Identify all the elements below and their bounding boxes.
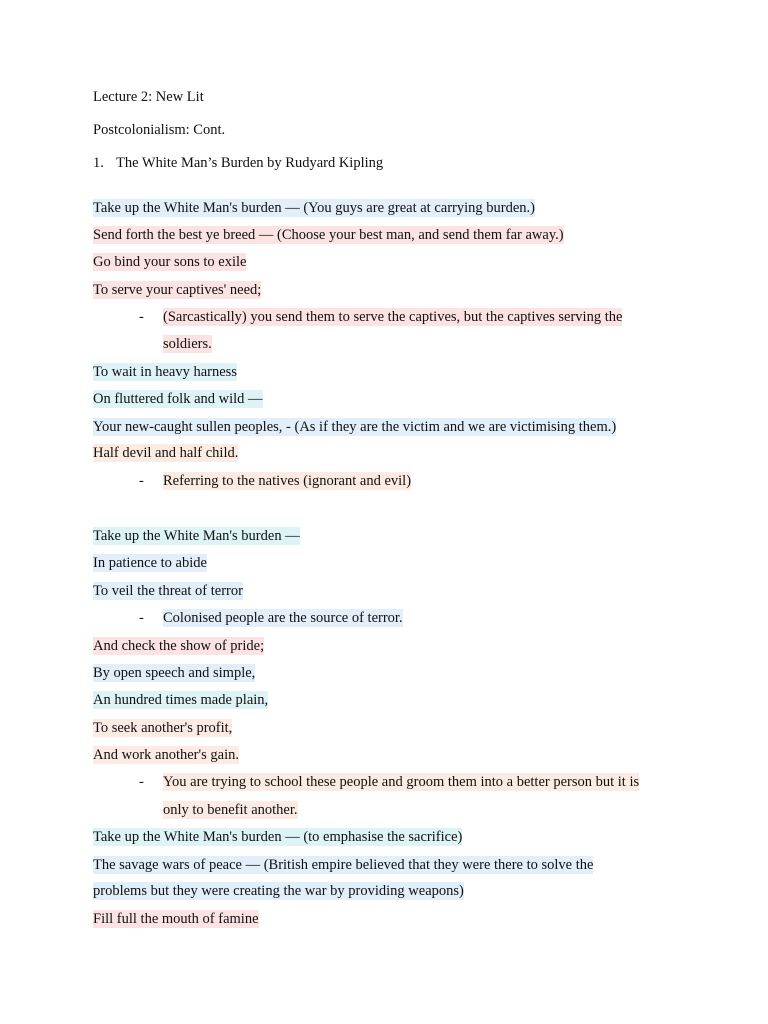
highlighted-text: And check the show of pride; (93, 638, 265, 654)
note-line (163, 472, 411, 490)
item-title: The White Man’s Burden by Rudyard Kipling (116, 155, 384, 171)
highlighted-text: Take up the White Man's burden — (93, 528, 300, 544)
highlighted-text: soldiers. (163, 336, 212, 352)
poem-line (93, 444, 238, 462)
highlighted-text: By open speech and simple, (93, 665, 256, 681)
highlighted-text: On fluttered folk and wild — (93, 391, 263, 407)
poem-line (93, 390, 263, 408)
poem-line (93, 637, 264, 655)
bullet-dash: - (139, 774, 144, 790)
bullet-dash: - (139, 309, 144, 325)
poem-line (93, 418, 616, 436)
highlighted-text: And work another's gain. (93, 747, 239, 763)
highlighted-text: Your new-caught sullen peoples, - (As if they are the victim and we are victimising them.) (93, 419, 617, 435)
note-line (163, 801, 298, 819)
lecture-heading: Lecture 2: New Lit (93, 89, 204, 105)
poem-line (93, 226, 564, 244)
highlighted-text: Half devil and half child. (93, 445, 239, 461)
poem-line (93, 253, 246, 271)
highlighted-text: Referring to the natives (ignorant and evil) (163, 473, 412, 489)
highlighted-text: To veil the threat of terror (93, 583, 243, 599)
poem-line (93, 719, 232, 737)
highlighted-text: The savage wars of peace — (British empire believed that they were there to solve the (93, 857, 594, 873)
note-line (163, 308, 622, 326)
poem-line (93, 746, 239, 764)
item-number: 1. (93, 155, 104, 171)
poem-line (93, 910, 259, 928)
highlighted-text: To seek another's profit, (93, 720, 233, 736)
poem-line (93, 664, 255, 682)
highlighted-text: Take up the White Man's burden — (You guys are great at carrying burden.) (93, 200, 535, 216)
highlighted-text: To serve your captives' need; (93, 282, 262, 298)
highlighted-text: (Sarcastically) you send them to serve the captives, but the captives serving the (163, 309, 623, 325)
highlighted-text: problems but they were creating the war by providing weapons) (93, 883, 464, 899)
highlighted-text: Colonised people are the source of terror. (163, 610, 403, 626)
highlighted-text: Take up the White Man's burden — (to emphasise the sacrifice) (93, 829, 463, 845)
highlighted-text: You are trying to school these people and groom them into a better person but it is (163, 774, 640, 790)
highlighted-text: Fill full the mouth of famine (93, 911, 259, 927)
poem-line (93, 582, 243, 600)
highlighted-text: To wait in heavy harness (93, 364, 237, 380)
poem-line (93, 828, 462, 846)
note-line (163, 609, 403, 627)
poem-line (93, 554, 207, 572)
highlighted-text: In patience to abide (93, 555, 207, 571)
note-line (163, 773, 639, 791)
poem-line (93, 199, 535, 217)
note-line (163, 335, 212, 353)
bullet-dash: - (139, 610, 144, 626)
poem-line (93, 856, 593, 874)
bullet-dash: - (139, 473, 144, 489)
poem-line (93, 363, 237, 381)
highlighted-text: Go bind your sons to exile (93, 254, 247, 270)
highlighted-text: An hundred times made plain, (93, 692, 269, 708)
poem-line (93, 691, 268, 709)
poem-line (93, 882, 464, 900)
highlighted-text: only to benefit another. (163, 802, 298, 818)
topic-heading: Postcolonialism: Cont. (93, 122, 226, 138)
poem-line (93, 527, 300, 545)
numbered-item (93, 154, 383, 172)
highlighted-text: Send forth the best ye breed — (Choose your best man, and send them far away.) (93, 227, 564, 243)
poem-line (93, 281, 261, 299)
